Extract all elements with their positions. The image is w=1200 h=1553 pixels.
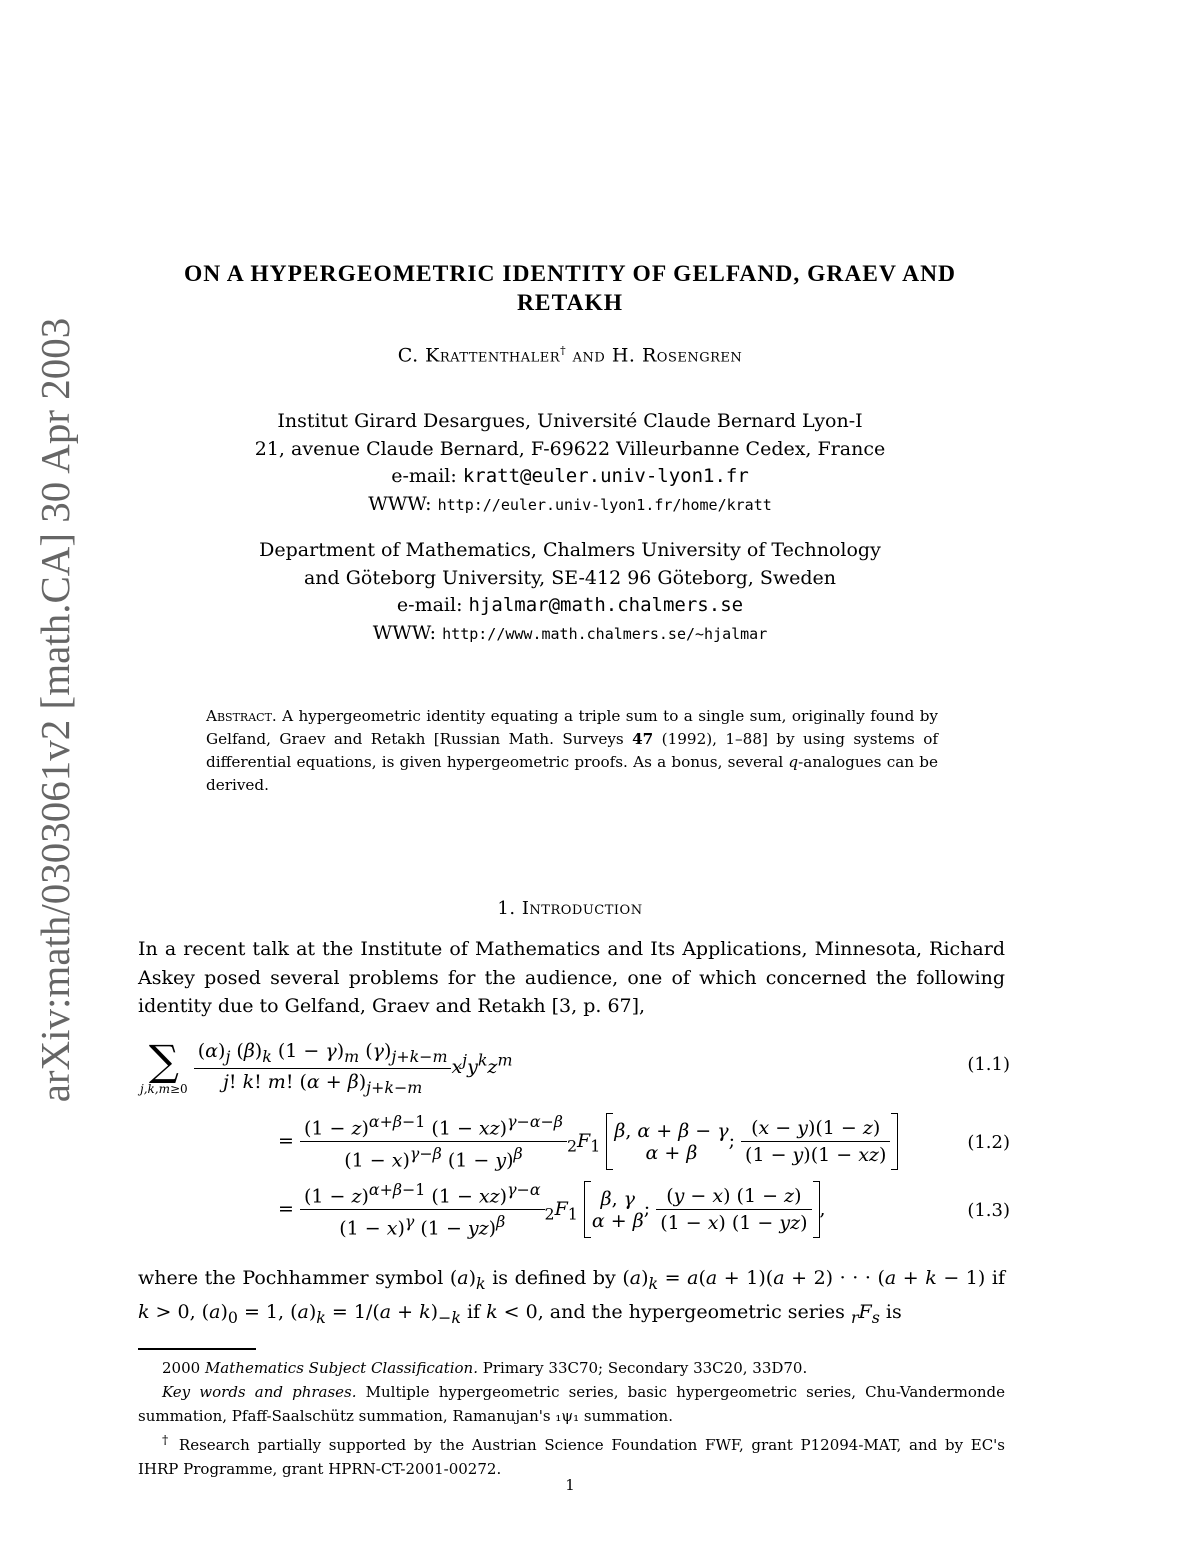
equation-number: (1.3) — [967, 1200, 1010, 1221]
author-1: C. Krattenthaler — [397, 344, 561, 367]
footnote-support: † Research partially supported by the Austrian Science Foundation FWF, grant P12094-MAT, and by EC's IHRP Programme, grant HPRN-CT-2001-00272. — [138, 1432, 1006, 1478]
footnote-msc: 2000 Mathematics Subject Classification. Primary 33C70; Secondary 33C20, 33D70. — [162, 1359, 808, 1377]
equation-1-3: = $\frac{(1 - z)^{\alpha+\beta-1} (1 - xz)^{\gamma-\alpha}}{(1 - x)^\gamma (1 - yz)^\beta}$ $_2F_1$ β, γ α + β ; $\frac{(y - x) (1 - z)}{(1 - x) (1 - yz)}$ , (1.3) — [278, 1180, 1010, 1240]
arxiv-id: arXiv:math/0303061v2 [math.CA] 30 Apr 2003 — [32, 317, 78, 1103]
section-heading: 1. Introduction — [497, 898, 643, 919]
authors — [130, 344, 1010, 366]
email-link-1[interactable]: kratt@euler.univ-lyon1.fr — [462, 465, 749, 487]
email-link-2[interactable]: hjalmar@math.chalmers.se — [468, 594, 744, 616]
affiliation-2: Department of Mathematics, Chalmers University of Technology and Göteborg University, SE-412 96 Göteborg, Sweden e-mail: hjalmar@math.chalmers.se WWW: http://www.math.chalmers.se/~hjalmar — [259, 539, 881, 644]
pochhammer-definition: where the Pochhammer symbol $(a)_k$ is defined by $(a)_k = a(a + 1)(a + 2)$ · · · (a + k − 1) if k > 0, $(a)_0 = 1$, $(a)_k = 1/(a + k)_{-k}$ if k < 0, and the hypergeometric series $_rF_s$ is — [138, 1267, 1005, 1328]
page-number: 1 — [565, 1476, 575, 1494]
triple-sum: ∑ j,k,m≥0 $\frac{(\alpha)_j (\beta)_k (1 - \gamma)_m (\gamma)_{j+k-m}}{j! k! m! (\alpha + \beta)_{j+k-m}}$ $x^jy^kz^m$ — [140, 1036, 513, 1097]
www-link-2[interactable]: http://www.math.chalmers.se/~hjalmar — [442, 624, 768, 643]
author-2: H. Rosengren — [611, 344, 743, 367]
abstract: Abstract. A hypergeometric identity equating a triple sum to a single sum, originally found by Gelfand, Graev and Retakh [Russian Math. Surveys 47 (1992), 1–88] by using systems of differential equations, is given hypergeometric proofs. As a bonus, several q-analogues can be derived. — [206, 707, 938, 794]
dagger-mark: † — [560, 344, 567, 357]
equation-1-1 — [130, 1036, 1010, 1110]
intro-paragraph: In a recent talk at the Institute of Mathematics and Its Applications, Minnesota, Richard Askey posed several problems for the audience, one of which concerned the following identity due to Gelfand, Graev and Retakh [3, p. 67], — [138, 938, 1005, 1017]
authors-and: and — [566, 344, 612, 367]
www-link-1[interactable]: http://euler.univ-lyon1.fr/home/kratt — [437, 495, 772, 514]
abstract-label: Abstract. — [206, 707, 277, 725]
paper-title: ON A HYPERGEOMETRIC IDENTITY OF GELFAND, GRAEV AND RETAKH — [183, 261, 957, 316]
footnote-keywords: Key words and phrases. Multiple hypergeometric series, basic hypergeometric series, Chu-Vandermonde summation, Pfaff-Saalschütz summation, Ramanujan's ₁ψ₁ summation. — [138, 1383, 1006, 1425]
equation-number: (1.2) — [967, 1132, 1010, 1153]
equation-1-2: = $\frac{(1 - z)^{\alpha+\beta-1} (1 - xz)^{\gamma-\alpha-\beta}}{(1 - x)^{\gamma-\beta} (1 - y)^\beta}$ $_2F_1$ β, α + β − γ α + β ; $\frac{(x - y)(1 - z)}{(1 - y)(1 - xz)}$ (1.2) — [278, 1112, 1010, 1172]
affiliation-1: Institut Girard Desargues, Université Claude Bernard Lyon-I 21, avenue Claude Bernard, F-69622 Villeurbanne Cedex, France e-mail: kratt@euler.univ-lyon1.fr WWW: http://euler.univ-lyon1.fr/home/kratt — [254, 410, 886, 515]
footnote-rule — [138, 1348, 256, 1350]
arxiv-sidebar-stamp — [20, 317, 90, 1103]
equation-number: (1.1) — [967, 1054, 1010, 1075]
